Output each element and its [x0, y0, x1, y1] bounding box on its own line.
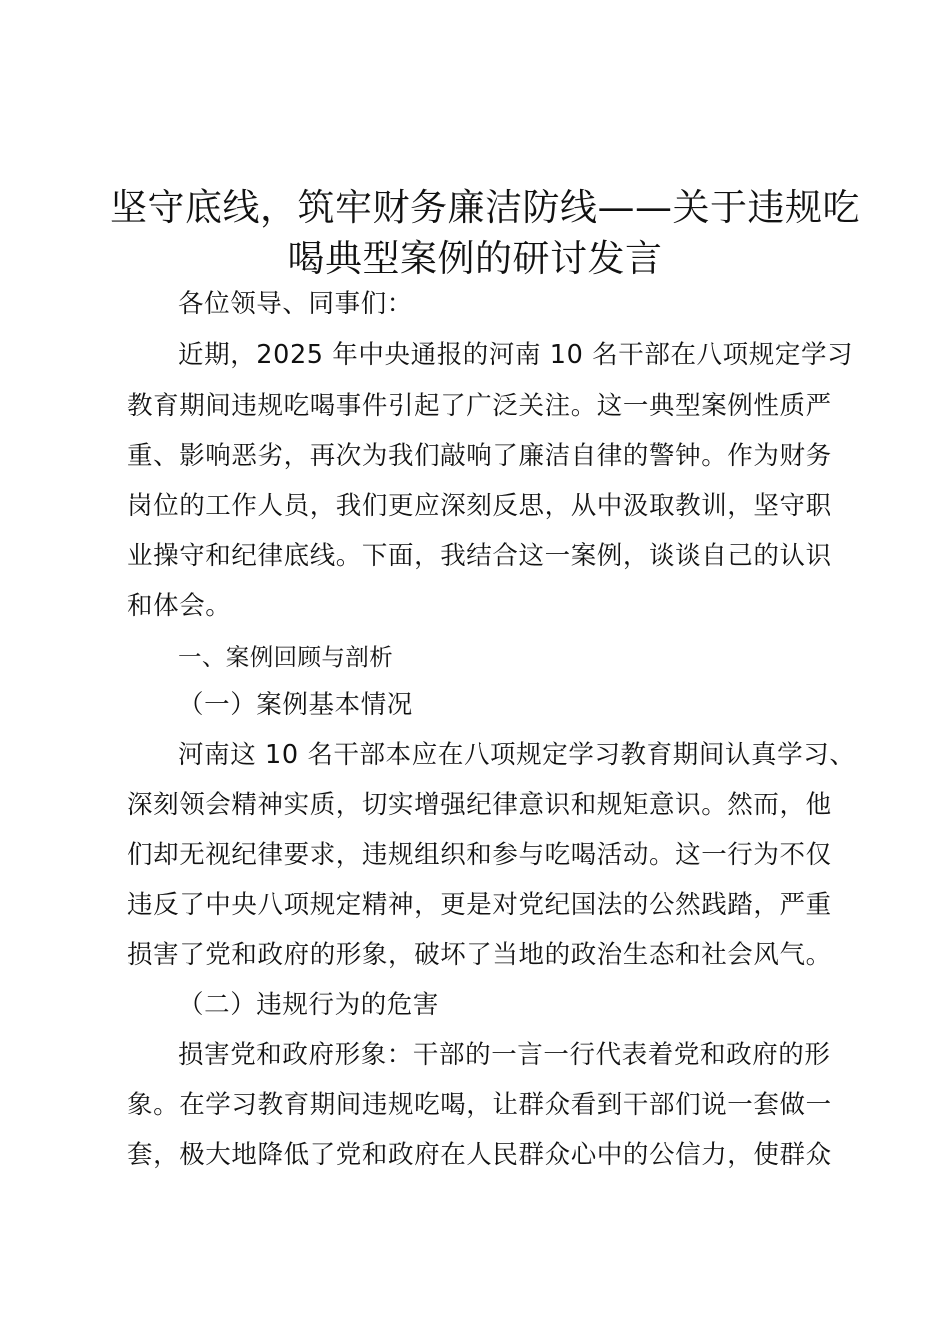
paragraph-line: 损害了党和政府的形象，破坏了当地的政治生态和社会风气。 — [127, 940, 832, 970]
paragraph-line: 象。在学习教育期间违规吃喝，让群众看到干部们说一套做一 — [127, 1090, 832, 1120]
salutation: 各位领导、同事们： — [178, 289, 413, 319]
paragraph-line: 损害党和政府形象：干部的一言一行代表着党和政府的形 — [178, 1040, 831, 1070]
paragraph-line: 岗位的工作人员，我们更应深刻反思，从中汲取教训，坚守职 — [127, 491, 832, 521]
title-line: 坚守底线，筑牢财务廉洁防线——关于违规吃 — [110, 186, 860, 229]
paragraph-line: 业操守和纪律底线。下面，我结合这一案例，谈谈自己的认识 — [127, 541, 832, 571]
paragraph-line: 们却无视纪律要求，违规组织和参与吃喝活动。这一行为不仅 — [127, 840, 832, 870]
paragraph-line: 违反了中央八项规定精神，更是对党纪国法的公然践踏，严重 — [127, 890, 832, 920]
paragraph-line: 和体会。 — [127, 591, 232, 621]
document-title — [110, 182, 860, 284]
paragraph-line: 重、影响恶劣，再次为我们敲响了廉洁自律的警钟。作为财务 — [127, 441, 832, 471]
paragraph-line: 河南这 10 名干部本应在八项规定学习教育期间认真学习、 — [178, 740, 856, 770]
title-line: 喝典型案例的研讨发言 — [287, 237, 663, 280]
section-heading: 一、案例回顾与剖析 — [178, 643, 394, 671]
paragraph-line: 深刻领会精神实质，切实增强纪律意识和规矩意识。然而，他 — [127, 790, 832, 820]
paragraph-line: 教育期间违规吃喝事件引起了广泛关注。这一典型案例性质严 — [127, 391, 832, 421]
paragraph-line: 套，极大地降低了党和政府在人民群众心中的公信力，使群众 — [127, 1140, 832, 1170]
subsection-heading: （一）案例基本情况 — [178, 690, 413, 720]
subsection-heading: （二）违规行为的危害 — [178, 990, 440, 1020]
paragraph-line: 近期，2025 年中央通报的河南 10 名干部在八项规定学习 — [178, 340, 854, 370]
